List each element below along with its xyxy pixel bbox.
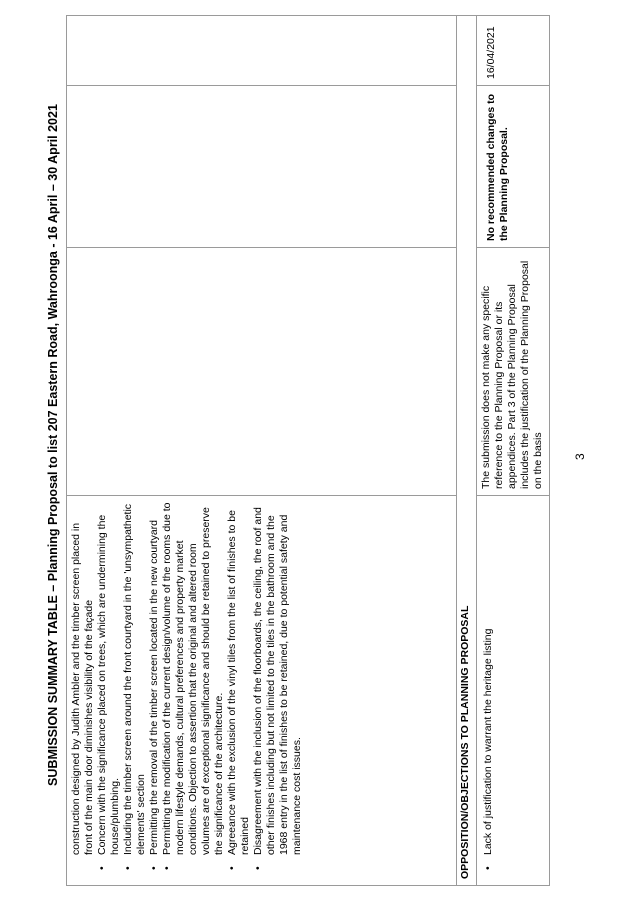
- bullet-icon: •: [122, 866, 134, 870]
- list-item: • Permitting the removal of the timber screen located in the new courtyard: [148, 520, 160, 870]
- table-row: [67, 16, 457, 886]
- page-title: SUBMISSION SUMMARY TABLE – Planning Proposal to list 207 Eastern Road, Wahroonga - 16 April – 30 April 2021: [46, 104, 60, 786]
- bullet-icon: •: [148, 866, 160, 870]
- bullet-icon: •: [482, 866, 494, 870]
- submission-cell: [67, 496, 457, 886]
- response-cell: [67, 248, 457, 496]
- recommendation-cell: [67, 86, 457, 248]
- table-row: [477, 16, 550, 886]
- submission-table: [66, 15, 550, 886]
- date-cell: [477, 16, 550, 86]
- date-text: 16/04/2021: [485, 26, 497, 79]
- bullet-list: [96, 502, 304, 879]
- page-number: 3: [573, 453, 587, 460]
- recommendation-cell: [477, 86, 550, 248]
- bullet-list: [482, 502, 495, 879]
- list-item: • Agreeance with the exclusion of the vinyl tiles from the list of finishes to be retained: [226, 510, 251, 870]
- response-text: The submission does not make any specific reference to the Planning Proposal or its appendices. Part 3 of the Planning Proposal includes the justification of the Planning Proposal on the basis: [480, 260, 544, 489]
- list-item: • Concern with the significance placed on trees, which are undermining the house/plumbing.: [96, 514, 121, 870]
- list-item: • Disagreement with the inclusion of the floorboards, the ceiling, the roof and other finishes including but not limited to the tiles in the bathroom and the 1968 entry in the list of finishes to be retained, due to potential safety and maintenance cost issues.: [252, 507, 303, 870]
- section-heading-cell: [457, 16, 477, 886]
- list-item: • Including the timber screen around the front courtyard in the 'unsympathetic elements' section: [122, 503, 147, 870]
- date-cell: [67, 16, 457, 86]
- section-heading: OPPOSITION/OBJECTIONS TO PLANNING PROPOSAL: [459, 605, 471, 879]
- response-cell: [477, 248, 550, 496]
- bullet-icon: •: [96, 866, 108, 870]
- continuation-text: construction designed by Judith Ambler and the timber screen placed in front of the main door diminishes visibility of the façade: [70, 522, 95, 855]
- submission-cell: [477, 496, 550, 886]
- section-heading-row: [457, 16, 477, 886]
- recommendation-text: No recommended changes to the Planning Proposal.: [485, 93, 510, 241]
- bullet-icon: •: [252, 866, 264, 870]
- bullet-icon: •: [226, 866, 238, 870]
- list-item: • Lack of justification to warrant the heritage listing: [482, 628, 494, 870]
- bullet-icon: •: [161, 866, 173, 870]
- list-item: • Permitting the modification of the current design/volume of the rooms due to modern lifestyle demands, cultural preferences and property market conditions. Objection to assertion that the original and altered room volumes are of exceptional significance and should be retained to preserve the significance of the architecture.: [161, 502, 225, 870]
